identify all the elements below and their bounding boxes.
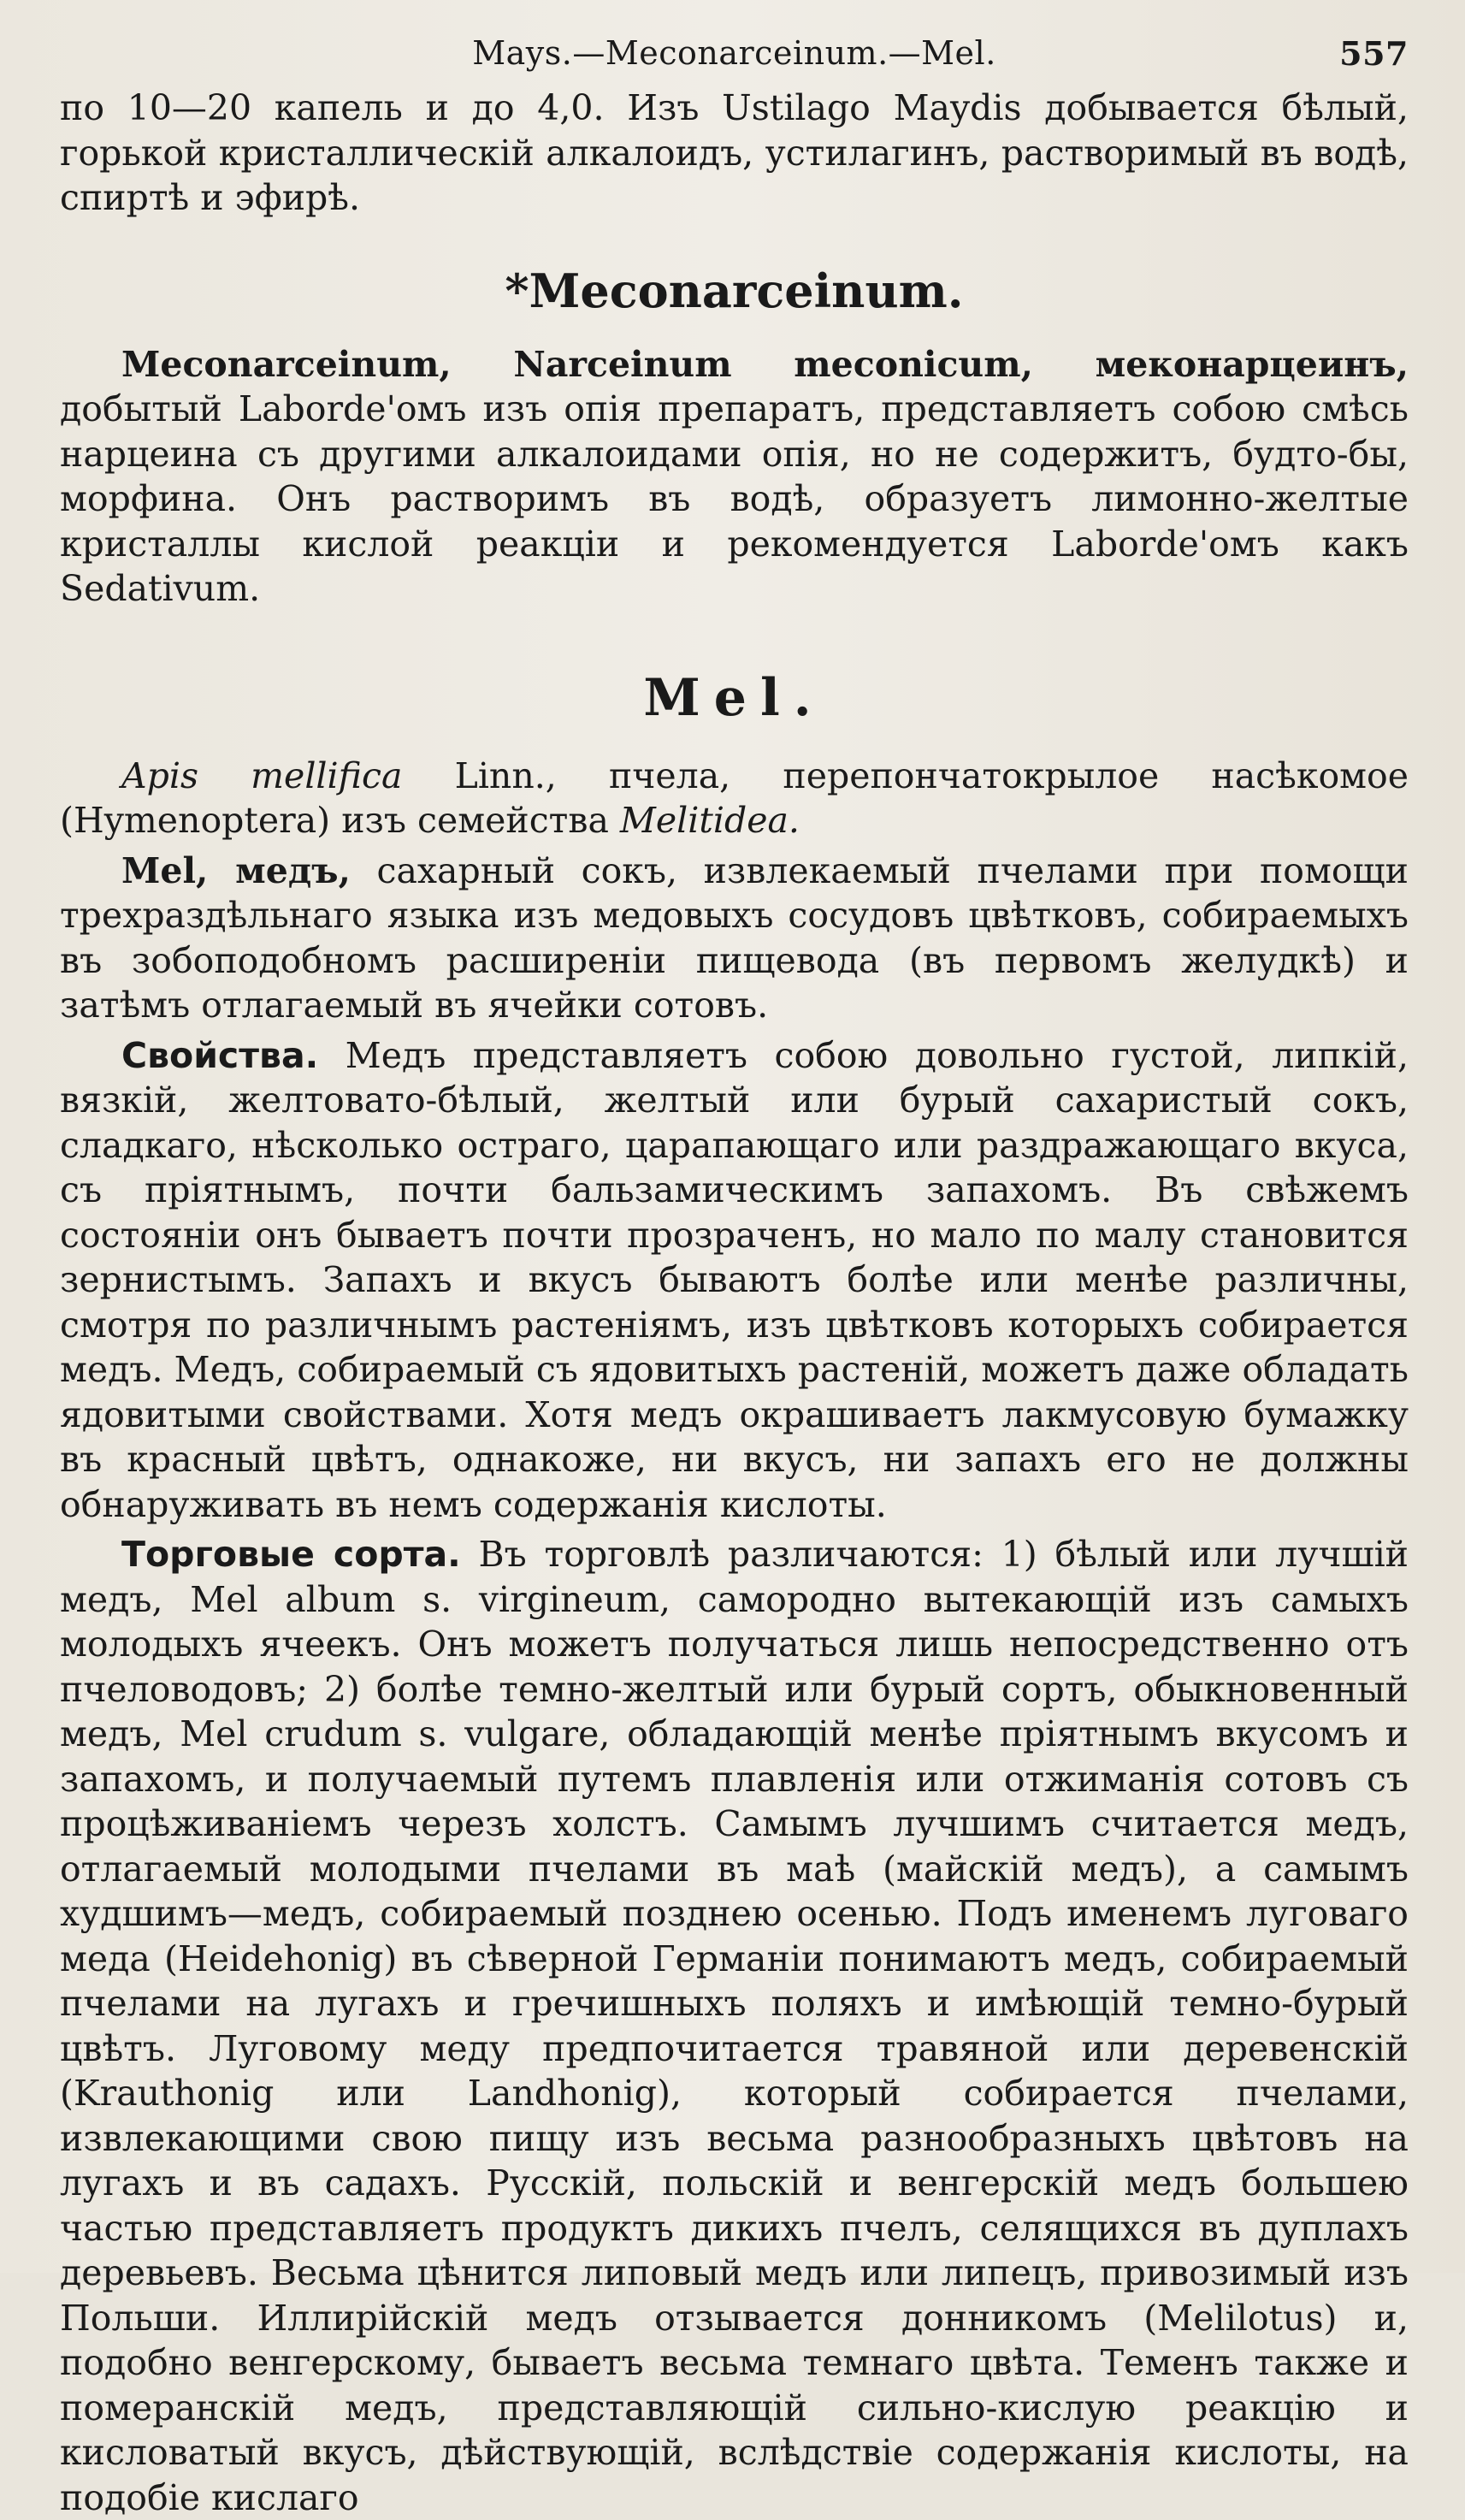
trade-grades-text: Въ торговлѣ различаются: 1) бѣлый или лучшій медъ, Mel album s. virgineum, самородно вытекающій изъ самыхъ молодыхъ ячеекъ. Онъ можетъ получаться лишь непосредственно отъ пчеловодовъ; 2) болѣе темно-желтый или бурый сортъ, обыкновенный медъ, Mel crudum s. vulgare, обладающій менѣе пріятнымъ вкусомъ и запахомъ, и получаемый путемъ плавленія или отжиманія сотовъ съ процѣживаніемъ черезъ холстъ. Самымъ лучшимъ считается медъ, отлагаемый молодыми пчелами въ маѣ (майскій медъ), а самымъ худшимъ—медъ, собираемый позднею осенью. Подъ именемъ луговаго меда (Heidehonig) въ сѣверной Германіи понимаютъ медъ, собираемый пчелами на лугахъ и гречишныхъ поляхъ и имѣющій темно-бурый цвѣтъ. Луговому меду предпочитается травяной или деревенскій (Krauthonig или Landhonig), который собирается пчелами, извлекающими свою пищу изъ весьма разнообразныхъ цвѣтовъ на лугахъ и въ садахъ. Русскій, польскій и венгерскій медъ большею частью представляетъ продуктъ дикихъ пчелъ, селящихся въ дуплахъ деревьевъ. Весьма цѣнится липовый медъ или липецъ, привозимый изъ Польши. Иллирійскій медъ отзывается донникомъ (Melilotus) и, подобно венгерскому, бываетъ весьма темнаго цвѣта. Теменъ также и померанскій медъ, представляющій сильно-кислую реакцію и кисловатый вкусъ, дѣйствующій, вслѣдствіе содержанія кислоты, на подобіе кислаго	[60, 1534, 1409, 2518]
meconarceinum-lead: Meconarceinum, Narceinum meconicum, меконарцеинъ,	[121, 343, 1409, 385]
properties-lead: Свойства.	[121, 1034, 319, 1076]
properties-paragraph	[60, 1033, 1409, 1528]
meconarceinum-heading: *Meconarceinum.	[505, 263, 964, 318]
running-head-title: Mays.—Meconarceinum.—Mel.	[472, 34, 996, 72]
mel-definition-paragraph	[60, 849, 1409, 1028]
family-name: Melitidea.	[619, 800, 800, 841]
trade-grades-paragraph	[60, 1532, 1409, 2520]
meconarceinum-text: добытый Laborde'омъ изъ опія препаратъ, представляетъ собою смѣсь нарцеина съ другими алкалоидами опія, но не содержитъ, будто-бы, морфина. Онъ растворимъ въ водѣ, образуетъ лимонно-желтые кристаллы кислой реакціи и рекомендуется Laborde'омъ какъ Sedativum.	[60, 388, 1409, 609]
apis-text: Linn., пчела, перепончатокрылое насѣкомое (Hymenoptera) изъ семейства	[60, 754, 1409, 841]
properties-text: Медъ представляетъ собою довольно густой, липкій, вязкій, желтовато-бѣлый, желтый или бурый сахаристый сокъ, сладкаго, нѣсколько остраго, царапающаго или раздражающаго вкуса, съ пріятнымъ, почти бальзамическимъ запахомъ. Въ свѣжемъ состояніи онъ бываетъ почти прозраченъ, но мало по малу становится зернистымъ. Запахъ и вкусъ бываютъ болѣе или менѣе различны, смотря по различнымъ растеніямъ, изъ цвѣтковъ которыхъ собирается медъ. Медъ, собираемый съ ядовитыхъ растеній, можетъ даже обладать ядовитыми свойствами. Хотя медъ окрашиваетъ лакмусовую бумажку въ красный цвѣтъ, однакоже, ни вкусъ, ни запахъ его не должны обнаруживать въ немъ содержанія кислоты.	[60, 1034, 1409, 1525]
intro-paragraph: по 10—20 капель и до 4,0. Изъ Ustilago Maydis добывается бѣлый, горькой кристаллическій алкалоидъ, устилагинъ, растворимый въ водѣ, спиртѣ и эфирѣ.	[60, 87, 1409, 218]
page-number: 557	[1339, 34, 1409, 73]
mel-heading: Mel.	[643, 667, 825, 728]
mel-definition-lead: Mel, медъ,	[121, 849, 351, 891]
apis-species-name: Apis mellifica	[121, 754, 403, 796]
meconarceinum-paragraph	[60, 342, 1409, 612]
apis-paragraph	[60, 754, 1409, 843]
running-head	[60, 26, 1409, 86]
mel-definition-text: сахарный сокъ, извлекаемый пчелами при помощи трехраздѣльнаго языка изъ медовыхъ сосудовъ цвѣтковъ, собираемыхъ въ зобоподобномъ расширеніи пищевода (въ первомъ желудкѣ) и затѣмъ отлагаемый въ ячейки сотовъ.	[60, 849, 1409, 1026]
trade-grades-lead: Торговые сорта.	[121, 1534, 461, 1575]
